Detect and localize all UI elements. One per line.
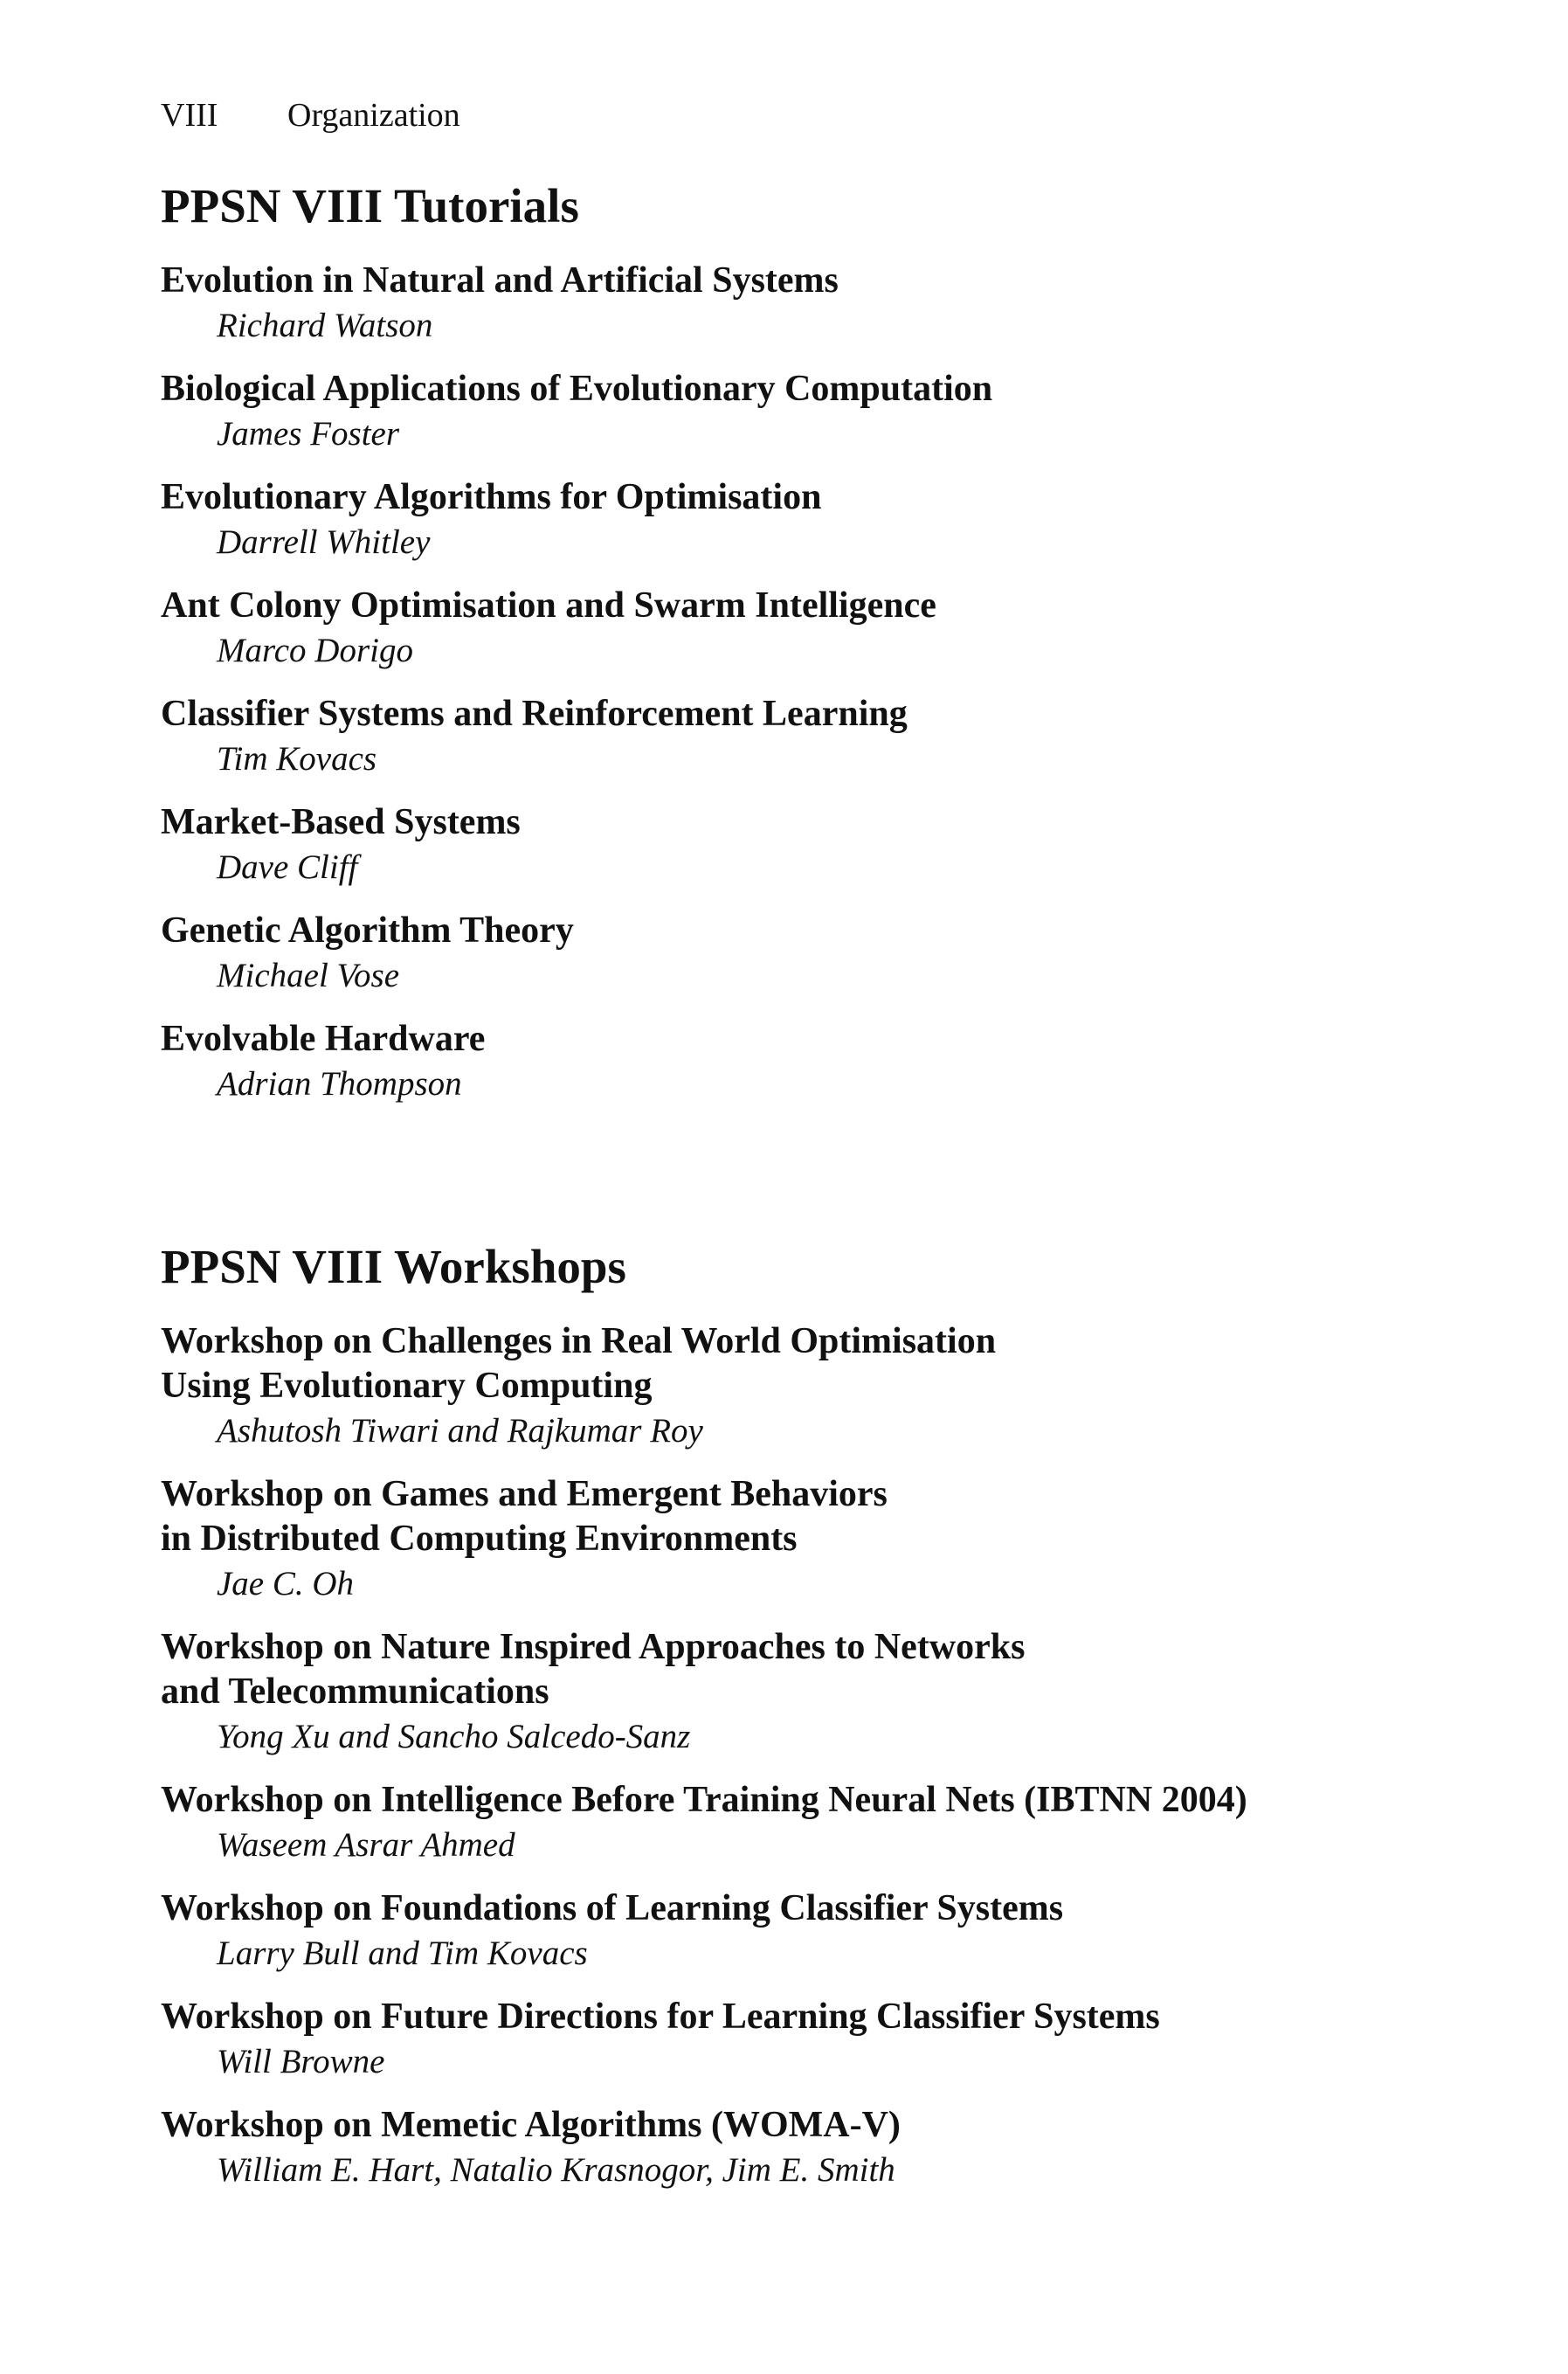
tutorial-entry bbox=[161, 584, 1471, 674]
tutorial-title: Genetic Algorithm Theory bbox=[161, 910, 574, 951]
tutorial-presenter: Darrell Whitley bbox=[217, 523, 431, 561]
workshop-title-line: Workshop on Intelligence Before Training Neural Nets (IBTNN 2004) bbox=[161, 1780, 1247, 1820]
tutorial-presenter: Tim Kovacs bbox=[217, 740, 377, 778]
tutorial-title: Evolutionary Algorithms for Optimisation bbox=[161, 477, 822, 517]
workshop-entry bbox=[161, 1778, 1471, 1868]
workshop-title bbox=[161, 1778, 1471, 1823]
running-head-title: Organization bbox=[287, 97, 460, 134]
tutorial-entry bbox=[161, 800, 1471, 890]
workshop-title-line: Using Evolutionary Computing bbox=[161, 1366, 653, 1406]
workshop-entry bbox=[161, 1472, 1471, 1607]
workshop-organizers: Yong Xu and Sancho Salcedo-Sanz bbox=[217, 1718, 691, 1755]
tutorials-heading: PPSN VIII Tutorials bbox=[161, 179, 579, 232]
tutorial-presenter: James Foster bbox=[217, 415, 400, 453]
workshop-organizers: Will Browne bbox=[217, 2043, 385, 2080]
tutorial-entry bbox=[161, 692, 1471, 782]
tutorial-presenter: Michael Vose bbox=[217, 957, 400, 994]
tutorial-entry bbox=[161, 1017, 1471, 1107]
workshop-title-line: Workshop on Memetic Algorithms (WOMA-V) bbox=[161, 2105, 901, 2145]
tutorial-title: Biological Applications of Evolutionary Computation bbox=[161, 369, 993, 409]
tutorial-title: Evolution in Natural and Artificial Systems bbox=[161, 260, 839, 301]
workshop-organizers: Waseem Asrar Ahmed bbox=[217, 1826, 515, 1864]
tutorial-entry bbox=[161, 475, 1471, 565]
tutorial-presenter: Marco Dorigo bbox=[217, 632, 413, 669]
workshops-heading: PPSN VIII Workshops bbox=[161, 1240, 626, 1293]
workshop-title bbox=[161, 1472, 1471, 1561]
workshop-title-line: Workshop on Challenges in Real World Optimisation bbox=[161, 1321, 997, 1361]
workshop-title-line: Workshop on Nature Inspired Approaches to Networks bbox=[161, 1627, 1026, 1667]
workshop-title-line: Workshop on Games and Emergent Behaviors bbox=[161, 1474, 888, 1514]
workshop-entry bbox=[161, 1625, 1471, 1760]
running-head bbox=[161, 94, 460, 136]
tutorial-presenter: Adrian Thompson bbox=[217, 1065, 462, 1103]
workshops-section bbox=[161, 1239, 1471, 2211]
workshop-title bbox=[161, 1995, 1471, 2039]
workshop-title-line: in Distributed Computing Environments bbox=[161, 1519, 798, 1559]
workshop-title-line: and Telecommunications bbox=[161, 1671, 549, 1712]
workshop-title bbox=[161, 2103, 1471, 2148]
workshop-organizers: Ashutosh Tiwari and Rajkumar Roy bbox=[217, 1412, 703, 1450]
workshop-entry bbox=[161, 2103, 1471, 2193]
tutorial-entry bbox=[161, 259, 1471, 349]
tutorial-title: Ant Colony Optimisation and Swarm Intelligence bbox=[161, 585, 936, 626]
tutorial-entry bbox=[161, 909, 1471, 999]
tutorial-entry bbox=[161, 367, 1471, 457]
workshop-entry bbox=[161, 1319, 1471, 1454]
workshop-title-line: Workshop on Future Directions for Learning Classifier Systems bbox=[161, 1997, 1160, 2037]
tutorial-presenter: Richard Watson bbox=[217, 307, 433, 344]
workshop-title bbox=[161, 1625, 1471, 1714]
workshop-entry bbox=[161, 1886, 1471, 1976]
workshop-organizers: Jae C. Oh bbox=[217, 1565, 355, 1602]
workshop-organizers: William E. Hart, Natalio Krasnogor, Jim E. Smith bbox=[217, 2151, 895, 2189]
workshop-entry bbox=[161, 1995, 1471, 2085]
workshop-title bbox=[161, 1886, 1471, 1931]
tutorial-presenter: Dave Cliff bbox=[217, 848, 358, 886]
tutorials-section bbox=[161, 178, 1471, 1125]
tutorial-title: Evolvable Hardware bbox=[161, 1019, 486, 1059]
workshop-title-line: Workshop on Foundations of Learning Classifier Systems bbox=[161, 1888, 1064, 1928]
workshop-title bbox=[161, 1319, 1471, 1408]
workshop-organizers: Larry Bull and Tim Kovacs bbox=[217, 1934, 588, 1972]
page-number: VIII bbox=[161, 97, 218, 134]
tutorial-title: Market-Based Systems bbox=[161, 802, 521, 842]
tutorial-title: Classifier Systems and Reinforcement Learning bbox=[161, 694, 908, 734]
